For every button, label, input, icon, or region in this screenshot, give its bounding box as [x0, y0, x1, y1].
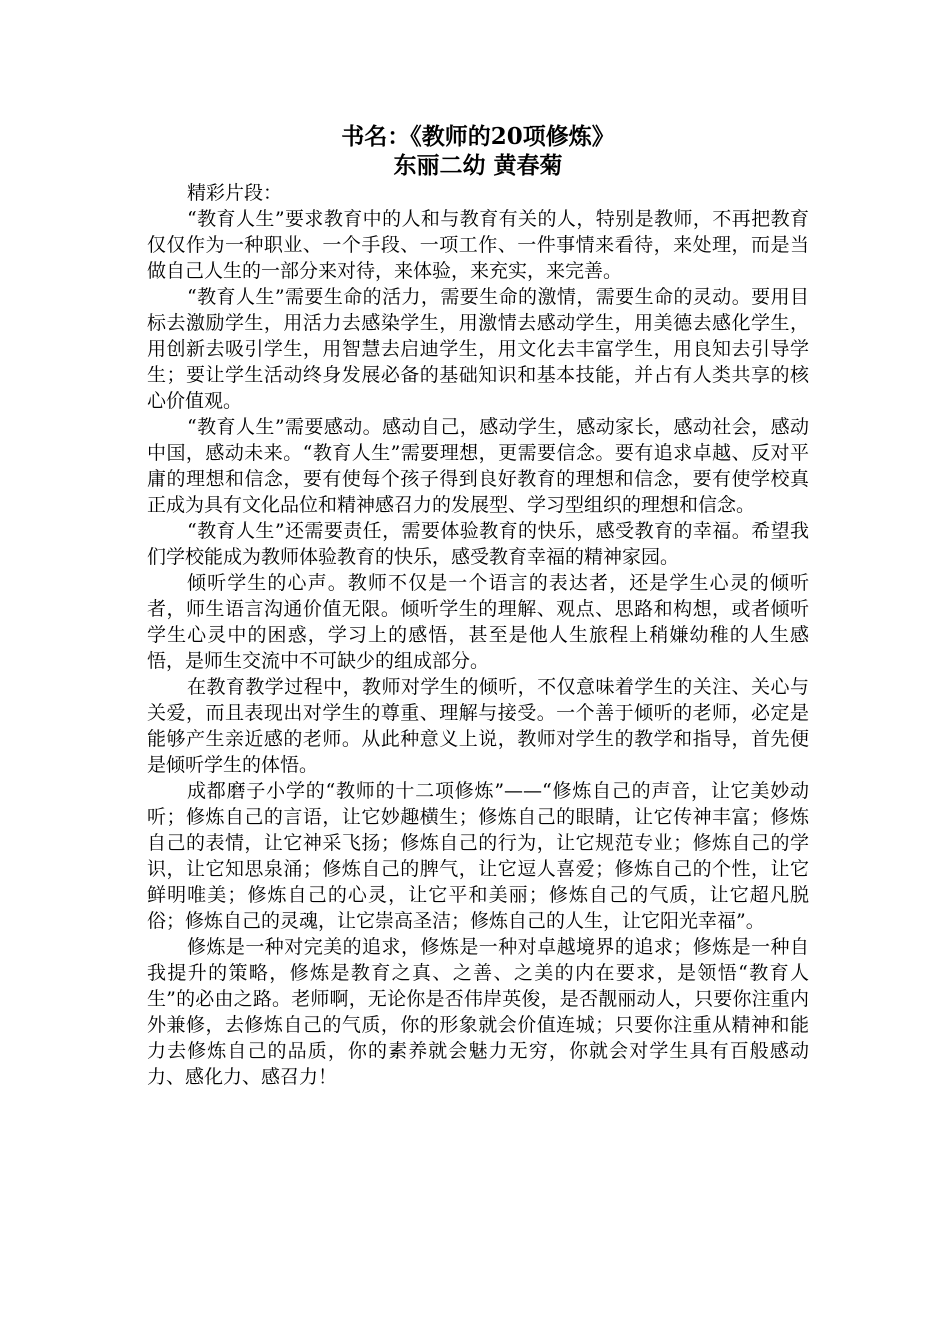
document-page [147, 122, 809, 1090]
paragraph: 成都磨子小学的“教师的十二项修炼”——“修炼自己的声音，让它美妙动听；修炼自己的言语，让它妙趣横生；修炼自己的眼睛，让它传神丰富；修炼自己的表情，让它神采飞扬；修炼自己的行为，让它规范专业；修炼自己的学识，让它知思泉涌；修炼自己的脾气，让它逗人喜爱；修炼自己的个性，让它鲜明唯美；修炼自己的心灵，让它平和美丽；修炼自己的气质，让它超凡脱俗；修炼自己的灵魂，让它崇高圣洁；修炼自己的人生，让它阳光幸福”。 [147, 780, 809, 932]
excerpt-label: 精彩片段： [187, 182, 283, 204]
author-line: 东丽二幼 黄春菊 [393, 152, 563, 179]
paragraph: “教育人生”还需要责任，需要体验教育的快乐，感受教育的幸福。希望我们学校能成为教师体验教育的快乐，感受教育幸福的精神家园。 [147, 520, 809, 568]
paragraph: “教育人生”需要感动。感动自己，感动学生，感动家长，感动社会，感动中国，感动未来。“教育人生”需要理想，更需要信念。要有追求卓越、反对平庸的理想和信念，要有使每个孩子得到良好教育的理想和信念，要有使学校真正成为具有文化品位和精神感召力的发展型、学习型组织的理想和信念。 [147, 416, 809, 516]
paragraph: “教育人生”要求教育中的人和与教育有关的人，特别是教师，不再把教育仅仅作为一种职业、一个手段、一项工作、一件事情来看待，来处理，而是当做自己人生的一部分来对待，来体验，来充实，来完善。 [147, 208, 809, 282]
paragraph: “教育人生”需要生命的活力，需要生命的激情，需要生命的灵动。要用目标去激励学生，用活力去感染学生，用激情去感动学生，用美德去感化学生，用创新去吸引学生，用智慧去启迪学生，用文化去丰富学生，用良知去引导学生；要让学生活动终身发展必备的基础知识和基本技能，并占有人类共享的核心价值观。 [147, 286, 809, 412]
paragraph: 修炼是一种对完美的追求，修炼是一种对卓越境界的追求；修炼是一种自我提升的策略，修炼是教育之真、之善、之美的内在要求，是领悟“教育人生”的必由之路。老师啊，无论你是否伟岸英俊，是否靓丽动人，只要你注重内外兼修，去修炼自己的气质，你的形象就会价值连城；只要你注重从精神和能力去修炼自己的品质，你的素养就会魅力无穷，你就会对学生具有百般感动力、感化力、感召力！ [147, 936, 809, 1088]
paragraph: 倾听学生的心声。教师不仅是一个语言的表达者，还是学生心灵的倾听者，师生语言沟通价值无限。倾听学生的理解、观点、思路和构想，或者倾听学生心灵中的困惑，学习上的感悟，甚至是他人生旅程上稍嫌幼稚的人生感悟，是师生交流中不可缺少的组成部分。 [147, 572, 809, 672]
book-title: 书名：《教师的20项修炼》 [341, 123, 615, 150]
paragraph: 在教育教学过程中，教师对学生的倾听，不仅意味着学生的关注、关心与关爱，而且表现出对学生的尊重、理解与接受。一个善于倾听的老师，必定是能够产生亲近感的老师。从此种意义上说，教师对学生的教学和指导，首先便是倾听学生的体悟。 [147, 676, 809, 776]
